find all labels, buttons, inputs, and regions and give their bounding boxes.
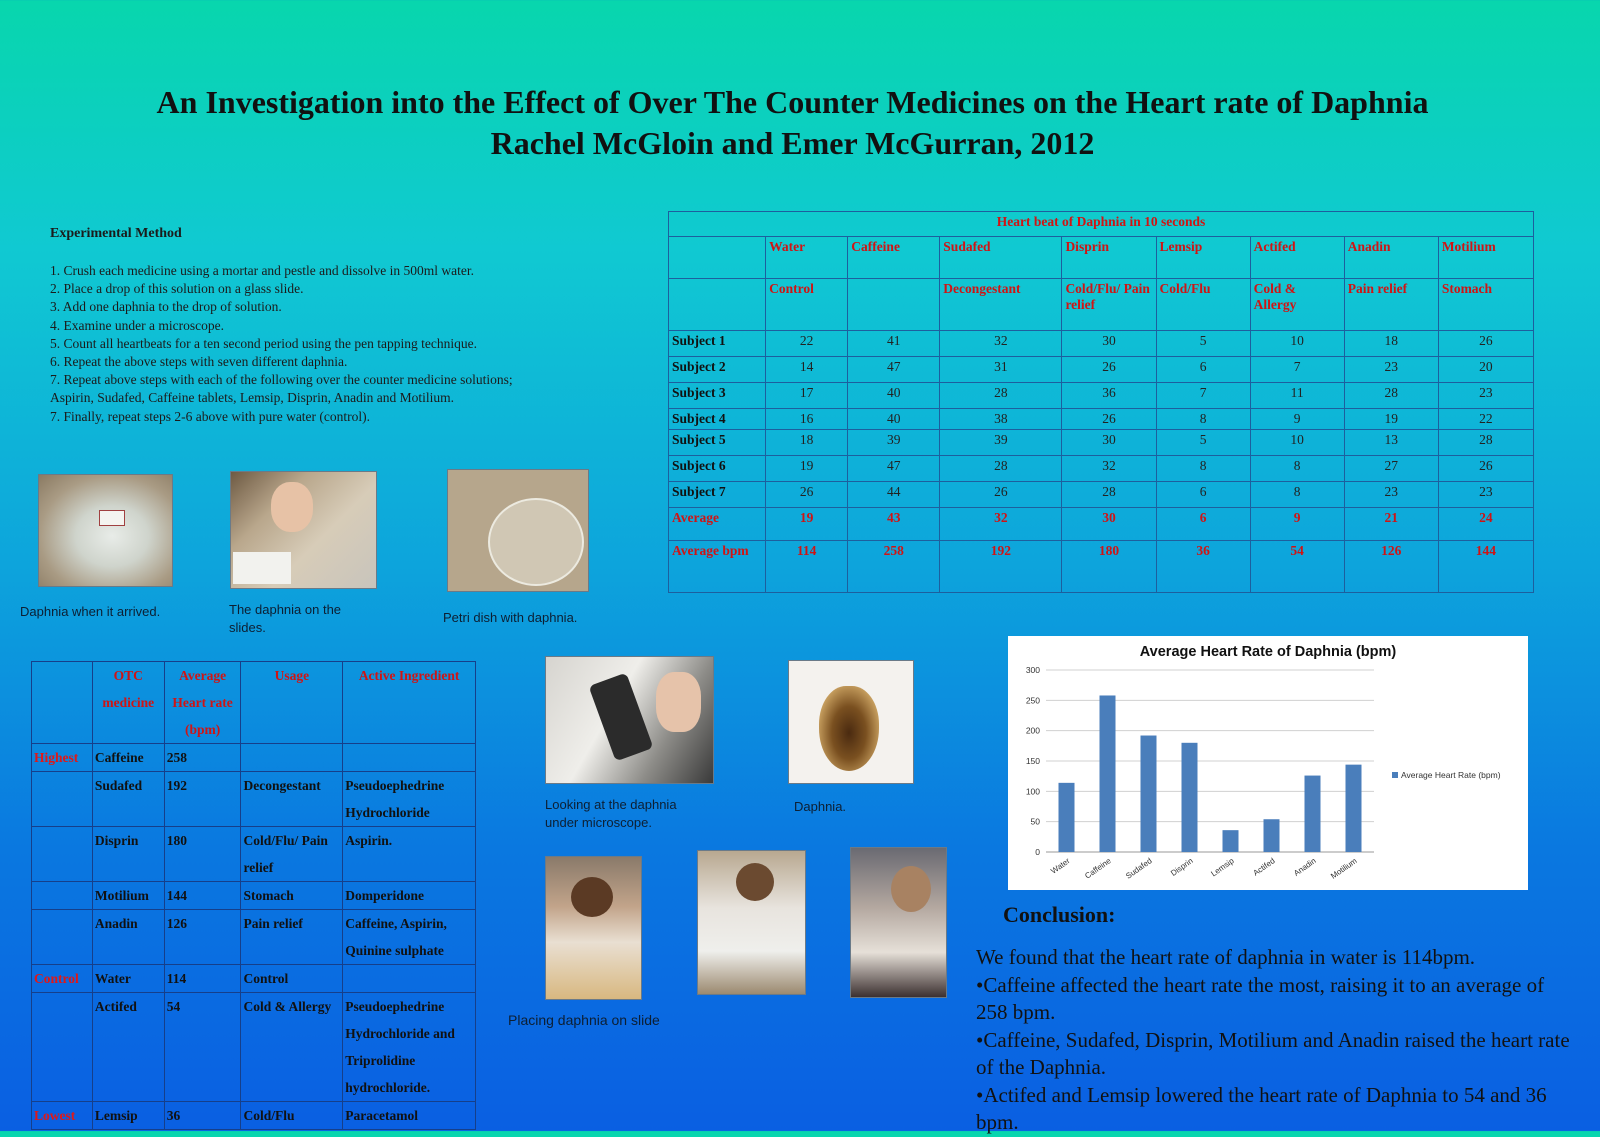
y-tick-label: 50: [1030, 816, 1040, 827]
method-step: 1. Crush each medicine using a mortar and pestle and dissolve in 500ml water.: [50, 263, 475, 278]
y-tick-label: 100: [1025, 786, 1040, 797]
otc-header-cell: OTC medicine: [92, 662, 164, 744]
bar-actifed: [1264, 819, 1280, 852]
bar-caffeine: [1100, 695, 1116, 852]
otc-row: [32, 772, 476, 827]
otc-medicine-cell: Disprin: [92, 827, 164, 882]
otc-row: [32, 965, 476, 993]
petri-dish-photo: [447, 469, 589, 592]
value-cell: 47: [848, 357, 940, 383]
y-tick-label: 0: [1035, 847, 1040, 857]
usage-header: Decongestant: [940, 279, 1062, 331]
value-cell: 114: [766, 541, 848, 593]
otc-ingredient-cell: Domperidone: [343, 882, 476, 910]
chart-bars: [1059, 695, 1362, 852]
row-label: Subject 6: [669, 456, 766, 482]
heartbeat-table-body: [669, 331, 1534, 593]
otc-bpm-cell: 192: [164, 772, 241, 827]
row-label: Average: [669, 508, 766, 541]
value-cell: 19: [766, 456, 848, 482]
value-cell: 26: [1438, 456, 1533, 482]
otc-rank-cell: [32, 772, 93, 827]
bar-water: [1059, 783, 1075, 852]
bar-lemsip: [1223, 830, 1239, 852]
value-cell: 6: [1156, 508, 1250, 541]
value-cell: 31: [940, 357, 1062, 383]
heartbeat-table-title: Heart beat of Daphnia in 10 seconds: [669, 212, 1534, 237]
value-cell: 19: [1344, 409, 1438, 430]
otc-table: [31, 661, 476, 1130]
conclusion-heading: Conclusion:: [1003, 902, 1116, 927]
otc-usage-cell: Cold/Flu: [241, 1102, 343, 1130]
heartbeat-table: [668, 211, 1534, 593]
medicine-header: Anadin: [1344, 237, 1438, 279]
placing-photo-1: [545, 856, 642, 1000]
value-cell: 23: [1438, 383, 1533, 409]
value-cell: 21: [1344, 508, 1438, 541]
value-cell: 10: [1250, 430, 1344, 456]
value-cell: 36: [1156, 541, 1250, 593]
value-cell: 22: [1438, 409, 1533, 430]
value-cell: 18: [1344, 331, 1438, 357]
value-cell: 26: [1062, 409, 1156, 430]
method-step: Aspirin, Sudafed, Caffeine tablets, Lemsip, Disprin, Anadin and Motilium.: [50, 390, 454, 406]
value-cell: 30: [1062, 331, 1156, 357]
otc-rank-cell: Lowest: [32, 1102, 93, 1130]
conclusion-line: •Caffeine, Sudafed, Disprin, Motilium and Anadin raised the heart rate of the Daphnia.: [976, 1027, 1570, 1079]
bar-motilium: [1346, 765, 1362, 852]
y-tick-label: 150: [1025, 756, 1040, 766]
value-cell: 9: [1250, 409, 1344, 430]
value-cell: 10: [1250, 331, 1344, 357]
usage-header: Cold/Flu: [1156, 279, 1250, 331]
otc-row: [32, 993, 476, 1102]
otc-ingredient-cell: Pseudoephedrine Hydrochloride: [343, 772, 476, 827]
photo-caption: Looking at the daphnia under microscope.: [545, 797, 677, 830]
value-cell: 24: [1438, 508, 1533, 541]
x-tick-label: Motilium: [1329, 856, 1359, 881]
otc-bpm-cell: 54: [164, 993, 241, 1102]
photo-caption: Daphnia when it arrived.: [20, 604, 161, 619]
value-cell: 32: [940, 331, 1062, 357]
otc-usage-cell: Pain relief: [241, 910, 343, 965]
y-tick-label: 300: [1025, 665, 1040, 675]
usage-header: [848, 279, 940, 331]
medicine-header: Actifed: [1250, 237, 1344, 279]
value-cell: 19: [766, 508, 848, 541]
otc-rank-cell: [32, 910, 93, 965]
value-cell: 30: [1062, 508, 1156, 541]
otc-rank-cell: Control: [32, 965, 93, 993]
value-cell: 23: [1344, 482, 1438, 508]
method-section: [50, 226, 610, 426]
medicine-header: Disprin: [1062, 237, 1156, 279]
bar-chart: [1008, 636, 1528, 890]
value-cell: 43: [848, 508, 940, 541]
value-cell: 28: [940, 383, 1062, 409]
chart-svg: [1008, 636, 1528, 890]
otc-usage-cell: Control: [241, 965, 343, 993]
value-cell: 28: [940, 456, 1062, 482]
bar-sudafed: [1141, 736, 1157, 852]
otc-bpm-cell: 180: [164, 827, 241, 882]
value-cell: 26: [940, 482, 1062, 508]
method-step: 7. Finally, repeat steps 2-6 above with pure water (control).: [50, 408, 371, 424]
value-cell: 47: [848, 456, 940, 482]
row-label: Subject 1: [669, 331, 766, 357]
otc-row: [32, 744, 476, 772]
value-cell: 38: [940, 409, 1062, 430]
otc-bpm-cell: 36: [164, 1102, 241, 1130]
otc-bpm-cell: 114: [164, 965, 241, 993]
conclusion-line: •Actifed and Lemsip lowered the heart rate of Daphnia to 54 and 36 bpm.: [976, 1082, 1547, 1134]
otc-row: [32, 910, 476, 965]
method-step: 7. Repeat above steps with each of the following over the counter medicine solutions;: [50, 372, 513, 388]
value-cell: 30: [1062, 430, 1156, 456]
method-step: 5. Count all heartbeats for a ten second period using the pen tapping technique.: [50, 335, 478, 351]
x-tick-label: Disprin: [1169, 856, 1195, 878]
otc-row: [32, 1102, 476, 1130]
otc-header-cell: Usage: [241, 662, 343, 744]
chart-grid: [1046, 670, 1374, 852]
value-cell: 44: [848, 482, 940, 508]
otc-usage-cell: Cold/Flu/ Pain relief: [241, 827, 343, 882]
x-tick-label: Sudafed: [1124, 856, 1154, 881]
daphnia-photo: [788, 660, 914, 784]
otc-usage-cell: [241, 744, 343, 772]
otc-row: [32, 882, 476, 910]
value-cell: 5: [1156, 331, 1250, 357]
otc-medicine-cell: Motilium: [92, 882, 164, 910]
otc-medicine-cell: Water: [92, 965, 164, 993]
poster-title: [0, 82, 1585, 164]
medicine-header: Motilium: [1438, 237, 1533, 279]
value-cell: 16: [766, 409, 848, 430]
subject-row: [669, 482, 1534, 508]
method-step: 4. Examine under a microscope.: [50, 317, 224, 333]
photo-caption: Petri dish with daphnia.: [443, 610, 578, 625]
otc-medicine-cell: Caffeine: [92, 744, 164, 772]
value-cell: 7: [1250, 357, 1344, 383]
row-label: Subject 4: [669, 409, 766, 430]
otc-usage-cell: Stomach: [241, 882, 343, 910]
value-cell: 8: [1156, 456, 1250, 482]
subject-row: [669, 383, 1534, 409]
value-cell: 54: [1250, 541, 1344, 593]
value-cell: 40: [848, 383, 940, 409]
value-cell: 11: [1250, 383, 1344, 409]
row-label: Subject 7: [669, 482, 766, 508]
method-step: 6. Repeat the above steps with seven different daphnia.: [50, 354, 348, 370]
value-cell: 258: [848, 541, 940, 593]
empty-cell: [669, 237, 766, 279]
value-cell: 14: [766, 357, 848, 383]
otc-bpm-cell: 126: [164, 910, 241, 965]
value-cell: 26: [1062, 357, 1156, 383]
otc-rank-cell: [32, 882, 93, 910]
legend-label: Average Heart Rate (bpm): [1401, 770, 1501, 780]
value-cell: 32: [1062, 456, 1156, 482]
otc-rank-cell: [32, 827, 93, 882]
value-cell: 22: [766, 331, 848, 357]
otc-ingredient-cell: Paracetamol: [343, 1102, 476, 1130]
value-cell: 32: [940, 508, 1062, 541]
otc-ingredient-cell: [343, 965, 476, 993]
placing-photo-3: [850, 847, 947, 998]
value-cell: 6: [1156, 482, 1250, 508]
row-label: Subject 5: [669, 430, 766, 456]
conclusion-line: •Caffeine affected the heart rate the most, raising it to an average of 258 bpm.: [976, 972, 1545, 1024]
placing-photo-2: [697, 850, 806, 995]
method-step: 2. Place a drop of this solution on a glass slide.: [50, 281, 304, 297]
medicine-header: Caffeine: [848, 237, 940, 279]
conclusion-line: We found that the heart rate of daphnia in water is 114bpm.: [976, 945, 1476, 969]
row-label: Average bpm: [669, 541, 766, 593]
value-cell: 28: [1438, 430, 1533, 456]
x-tick-label: Caffeine: [1083, 856, 1113, 881]
otc-usage-cell: Decongestant: [241, 772, 343, 827]
value-cell: 180: [1062, 541, 1156, 593]
chart-title: Average Heart Rate of Daphnia (bpm): [1139, 644, 1397, 660]
value-cell: 7: [1156, 383, 1250, 409]
usage-header: Pain relief: [1344, 279, 1438, 331]
row-label: Subject 3: [669, 383, 766, 409]
otc-table-body: [32, 662, 476, 1130]
medicine-header: Sudafed: [940, 237, 1062, 279]
usage-header: Control: [766, 279, 848, 331]
medicine-header: Lemsip: [1156, 237, 1250, 279]
legend-swatch: [1392, 772, 1398, 778]
value-cell: 9: [1250, 508, 1344, 541]
otc-ingredient-cell: [343, 744, 476, 772]
value-cell: 41: [848, 331, 940, 357]
value-cell: 36: [1062, 383, 1156, 409]
usage-header: Stomach: [1438, 279, 1533, 331]
otc-medicine-cell: Actifed: [92, 993, 164, 1102]
value-cell: 39: [940, 430, 1062, 456]
value-cell: 26: [766, 482, 848, 508]
x-tick-label: Actifed: [1251, 856, 1277, 878]
otc-ingredient-cell: Caffeine, Aspirin, Quinine sulphate: [343, 910, 476, 965]
usage-header: Cold/Flu/ Pain relief: [1062, 279, 1156, 331]
photo-caption: Daphnia.: [794, 799, 847, 814]
empty-cell: [669, 279, 766, 331]
value-cell: 39: [848, 430, 940, 456]
x-tick-label: Lemsip: [1209, 856, 1236, 879]
value-cell: 23: [1438, 482, 1533, 508]
slide-photo: [230, 471, 377, 589]
value-cell: 8: [1250, 456, 1344, 482]
subject-row: [669, 331, 1534, 357]
otc-header-cell: Active Ingredient: [343, 662, 476, 744]
otc-medicine-cell: Lemsip: [92, 1102, 164, 1130]
bar-anadin: [1305, 776, 1321, 852]
chart-y-ticks: [1026, 665, 1040, 857]
value-cell: 26: [1438, 331, 1533, 357]
subject-row: [669, 430, 1534, 456]
subject-row: [669, 456, 1534, 482]
photo-caption: The daphnia on the slides.: [229, 602, 342, 635]
otc-bpm-cell: 258: [164, 744, 241, 772]
value-cell: 18: [766, 430, 848, 456]
value-cell: 8: [1250, 482, 1344, 508]
title-line-2: Rachel McGloin and Emer McGurran, 2012: [490, 125, 1095, 161]
medicine-header: Water: [766, 237, 848, 279]
otc-bpm-cell: 144: [164, 882, 241, 910]
daphnia-bag-photo: [38, 474, 173, 587]
x-tick-label: Anadin: [1292, 856, 1318, 878]
value-cell: 27: [1344, 456, 1438, 482]
subject-row: [669, 357, 1534, 383]
value-cell: 28: [1344, 383, 1438, 409]
value-cell: 8: [1156, 409, 1250, 430]
otc-header-cell: [32, 662, 93, 744]
value-cell: 126: [1344, 541, 1438, 593]
value-cell: 6: [1156, 357, 1250, 383]
otc-row: [32, 827, 476, 882]
otc-usage-cell: Cold & Allergy: [241, 993, 343, 1102]
value-cell: 28: [1062, 482, 1156, 508]
otc-header-row: [32, 662, 476, 744]
microscope-photo: [545, 656, 714, 784]
value-cell: 40: [848, 409, 940, 430]
otc-header-cell: Average Heart rate (bpm): [164, 662, 241, 744]
method-heading: Experimental Method: [50, 226, 182, 241]
usage-header: Cold & Allergy: [1250, 279, 1344, 331]
chart-x-ticks: [1049, 856, 1359, 881]
title-line-1: An Investigation into the Effect of Over The Counter Medicines on the Heart rate of Daphnia: [156, 84, 1429, 120]
average-row: [669, 508, 1534, 541]
value-cell: 144: [1438, 541, 1533, 593]
otc-rank-cell: Highest: [32, 744, 93, 772]
otc-rank-cell: [32, 993, 93, 1102]
otc-ingredient-cell: Aspirin.: [343, 827, 476, 882]
value-cell: 20: [1438, 357, 1533, 383]
average-row: [669, 541, 1534, 593]
otc-medicine-cell: Anadin: [92, 910, 164, 965]
value-cell: 192: [940, 541, 1062, 593]
value-cell: 5: [1156, 430, 1250, 456]
row-label: Subject 2: [669, 357, 766, 383]
y-tick-label: 250: [1025, 695, 1040, 706]
bar-disprin: [1182, 743, 1198, 852]
conclusion-text: [976, 944, 1576, 1137]
otc-medicine-cell: Sudafed: [92, 772, 164, 827]
y-tick-label: 200: [1025, 725, 1040, 736]
value-cell: 23: [1344, 357, 1438, 383]
method-step: 3. Add one daphnia to the drop of solution.: [50, 299, 282, 315]
x-tick-label: Water: [1049, 856, 1072, 876]
value-cell: 17: [766, 383, 848, 409]
value-cell: 13: [1344, 430, 1438, 456]
photo-caption: Placing daphnia on slide: [508, 1012, 660, 1028]
otc-ingredient-cell: Pseudoephedrine Hydrochloride and Triprolidine hydrochloride.: [343, 993, 476, 1102]
subject-row: [669, 409, 1534, 430]
